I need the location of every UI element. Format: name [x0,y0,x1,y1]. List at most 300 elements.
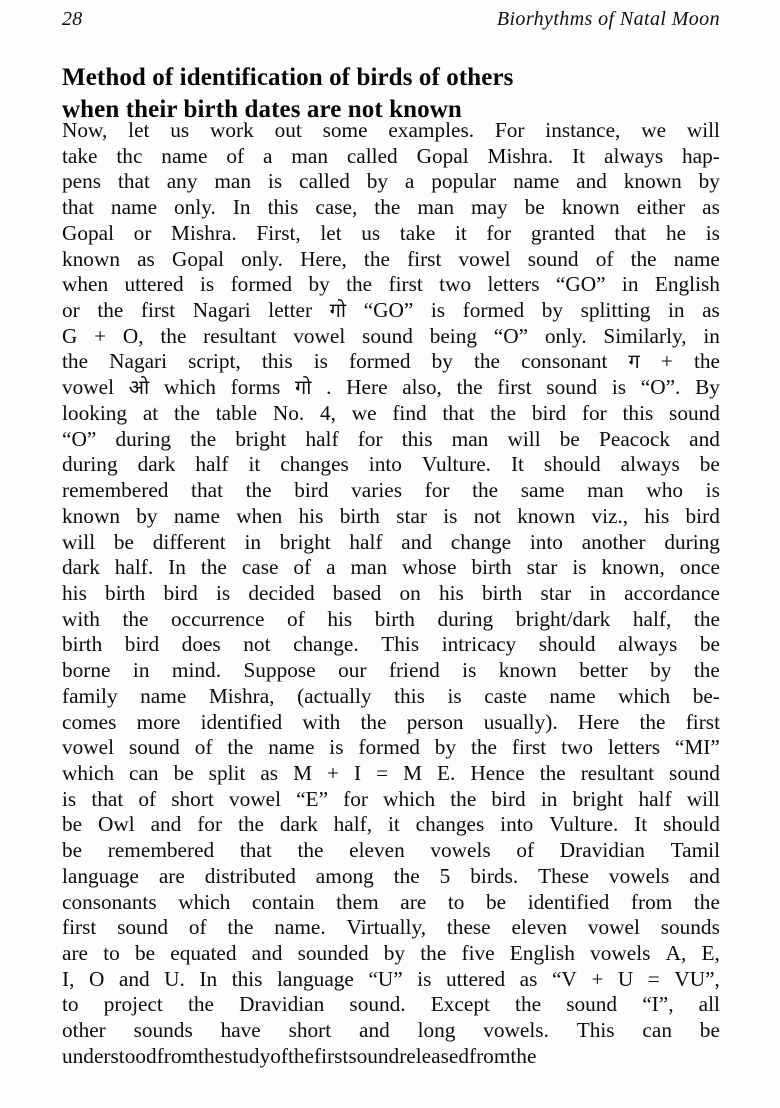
word: by [698,169,720,194]
word: viz., [591,503,629,528]
word: “I”, [642,992,674,1017]
word: “E” [296,786,329,811]
word: star [396,503,427,528]
word: any [166,169,198,194]
word: known [62,246,120,271]
word: thc [116,143,143,168]
word: our [338,658,367,683]
word: In [199,966,218,991]
word: is [329,735,344,760]
word: bright/dark [515,606,611,631]
word: called [346,143,398,168]
word: . [326,375,332,400]
word: birth [374,606,415,631]
word: find [392,400,427,425]
word: the [346,272,373,297]
word: which [62,760,115,785]
word: always [604,143,664,168]
word: First, [256,220,301,245]
body-line [62,401,720,427]
word: the [693,349,720,374]
body-line [62,298,720,324]
word: distributed [204,863,296,888]
word: two [439,272,472,297]
page-number: 28 [62,8,83,30]
word: the [472,478,499,503]
word: may [470,195,508,220]
word: first [140,298,176,323]
word: sound [566,992,618,1017]
word: “GO” [555,272,606,297]
word: name [268,735,315,760]
word: as [519,966,538,991]
word: remembered [62,478,169,503]
word: first [511,735,547,760]
word: case, [315,195,358,220]
word: case [241,555,279,580]
word: other [62,1018,106,1043]
word: sound [527,246,579,271]
word: 5 [439,863,451,888]
word: short [288,1018,332,1043]
body-line [62,478,720,504]
word: who [646,478,684,503]
body-line [62,169,720,195]
word: known, [601,555,665,580]
word: Suppose [243,658,316,683]
devanagari-glyph: गो [295,375,312,400]
word: Mishra. [487,143,554,168]
word: long [417,1018,456,1043]
word: These [538,863,589,888]
word: of [194,735,213,760]
word: to [62,992,79,1017]
word: the [515,992,542,1017]
word: M [293,760,313,785]
word: it [454,220,467,245]
word: bird [491,786,526,811]
word: another [581,529,646,554]
word: first [388,272,423,297]
word: the [122,606,149,631]
word: will [507,426,541,451]
word: the [456,375,483,400]
word: formed [349,349,411,374]
word: and [401,529,433,554]
body-line [62,118,720,144]
word: This [381,632,420,657]
word: This [576,1018,615,1043]
word: English [654,272,720,297]
word: It [510,452,524,477]
word: known [623,169,682,194]
word: = [376,760,389,785]
word: when [62,272,109,297]
devanagari-glyph: गो [329,298,347,323]
word: the [160,323,187,348]
word: his [298,503,324,528]
word: not [473,503,501,528]
word: man [214,169,252,194]
word: identified [527,889,610,914]
word: by [366,169,389,194]
body-line [62,144,720,170]
devanagari-glyph: ओ [128,375,150,400]
word: vowel [228,786,281,811]
word: borne [62,658,111,683]
word: the [173,400,200,425]
word: Nagari [192,298,251,323]
word: vowels [590,941,651,965]
word: vowel [587,915,640,940]
word: does [181,632,221,657]
word: eleven [349,838,405,863]
word: Virtually, [346,915,427,940]
word: for [486,220,512,245]
word: of [287,606,305,631]
word: eleven [511,915,568,940]
word: into [500,812,534,837]
word: Nagari [109,349,168,374]
word: a [262,143,273,168]
word: and [251,941,283,965]
body-line [62,658,720,684]
word: first [497,375,532,400]
word: I [354,760,362,785]
word: Similarly, [603,323,687,348]
word: language [277,966,354,991]
word: based [332,580,382,605]
word: Dravidian [239,992,325,1017]
word: be [62,812,83,837]
word: popular [431,169,497,194]
word: the [187,992,214,1017]
word: letter [268,298,313,323]
word: the [510,1043,537,1068]
word: during [62,452,118,477]
word: or [133,220,152,245]
word: is [572,555,587,580]
word: splitting [580,298,651,323]
word: remembered [107,838,215,863]
word: the [393,863,420,888]
word: the [198,1043,225,1068]
word: which [618,683,671,708]
word: vowel [458,246,511,271]
word: U [617,966,634,991]
word: that [191,478,223,503]
word: on [399,580,421,605]
word: it [248,452,261,477]
word: birth [105,580,146,605]
word: which [178,889,231,914]
word: sound [117,915,169,940]
word: have [220,1018,261,1043]
word: is [705,478,720,503]
word: of [516,838,535,863]
word: or [62,298,80,323]
body-line [62,1044,720,1070]
word: identified [200,709,283,734]
word: during [115,426,172,451]
body-line [62,735,720,761]
section-heading-line: Method of identification of birds of others [62,63,514,91]
body-line [62,375,720,401]
body-text [62,118,720,1070]
word: as [702,298,720,323]
word: name [673,246,720,271]
word: birth [62,632,103,657]
word: decided [248,580,315,605]
word: only. [544,323,587,348]
word: are [400,889,427,914]
word: we [641,118,667,142]
word: is [443,503,458,528]
word: be [559,426,580,451]
word: birth [482,580,523,605]
word: “O” [62,426,97,451]
word: dark [62,555,100,580]
word: his [327,606,353,631]
word: as [702,195,720,220]
word: sound [348,1043,400,1068]
word: name. [274,915,326,940]
word: A, [665,941,687,965]
word: it [387,812,400,837]
word: to [447,889,465,914]
word: take [399,220,436,245]
word: bird [685,503,720,528]
word: first [407,246,442,271]
body-line [62,504,720,530]
word: is [200,272,215,297]
word: that [614,220,647,245]
word: by [308,272,330,297]
word: the [245,478,272,503]
word: and [150,812,182,837]
word: star [540,580,572,605]
word: changes [280,452,349,477]
word: sound. [349,992,406,1017]
word: resultant [580,760,655,785]
word: vowels [608,863,670,888]
word: at [142,400,159,425]
word: that [117,169,150,194]
word: the [630,246,657,271]
word: bright [279,529,331,554]
word: is [705,220,720,245]
section-heading [62,62,722,126]
word: name [513,169,560,194]
word: the [237,812,264,837]
word: 4, [319,400,336,425]
word: the [539,760,566,785]
section-heading-line: when their birth dates are not known [62,95,462,123]
word: name [110,195,158,220]
word: first [314,1043,349,1068]
word: sounded [297,941,369,965]
word: the [360,709,387,734]
word: same [520,478,565,503]
word: five [461,941,495,965]
word: among [315,863,374,888]
word: the [473,349,500,374]
word: change [450,529,512,554]
word: of [270,1043,288,1068]
word: not [243,632,271,657]
word: understood [62,1043,157,1068]
word: his [644,503,670,528]
word: either [636,195,686,220]
body-line [62,221,720,247]
word: these [446,915,491,940]
word: consonants [62,889,157,914]
word: the [639,709,666,734]
word: this [231,966,263,991]
word: man [451,426,489,451]
word: the [200,555,227,580]
word: E. [437,760,456,785]
word: in [244,529,262,554]
word: the [227,735,254,760]
word: hap- [682,143,720,168]
word: “O”. [640,375,681,400]
body-line [62,427,720,453]
word: once [679,555,720,580]
word: being [429,323,478,348]
word: known [498,658,557,683]
word: Vulture. [421,452,491,477]
word: sound [546,375,598,400]
word: bright [572,786,624,811]
word: Vulture. [549,812,619,837]
body-line [62,838,720,864]
word: is [447,683,462,708]
word: Except [430,992,490,1017]
body-line [62,195,720,221]
word: friend [388,658,440,683]
word: uttered [445,966,506,991]
word: of [138,786,157,811]
word: of [595,246,614,271]
word: be [486,889,507,914]
word: different [152,529,226,554]
word: usually). [483,709,558,734]
word: be [113,529,134,554]
body-line [62,1018,720,1044]
word: “U” [368,966,403,991]
word: name [140,683,187,708]
word: of [226,143,245,168]
word: birds. [470,863,519,888]
word: the [297,838,324,863]
word: known [517,503,576,528]
word: be [62,838,83,863]
word: granted [530,220,595,245]
word: Now, [62,118,108,142]
word: E, [701,941,720,965]
body-line [62,632,720,658]
word: always [618,632,678,657]
word: that [62,195,94,220]
word: Here [346,375,388,400]
word: and [689,426,720,451]
word: the [227,915,254,940]
word: a [404,169,415,194]
word: script, [188,349,241,374]
word: in [132,658,150,683]
word: into [529,529,563,554]
word: in [589,580,606,605]
word: It [634,812,648,837]
word: be- [692,683,720,708]
word: out [274,118,302,142]
word: released [399,1043,469,1068]
word: that [91,786,124,811]
word: Gopal [62,220,115,245]
word: man [417,195,454,220]
body-line [62,915,720,941]
word: I, [62,966,75,991]
word: contain [251,889,315,914]
word: all [698,992,720,1017]
word: No. [272,400,305,425]
word: the [190,426,217,451]
word: name [549,683,596,708]
word: caste [484,683,527,708]
word: bird [531,400,567,425]
word: his [438,580,464,605]
word: = [647,966,660,991]
word: from [630,889,673,914]
word: when [236,503,283,528]
word: in [703,323,720,348]
word: It [572,143,586,168]
word: forms [230,375,281,400]
word: as [137,246,155,271]
word: from [468,1043,511,1068]
word: is [313,349,328,374]
word: for [357,426,383,451]
body-line [62,967,720,993]
word: bird [124,632,160,657]
word: uttered [124,272,184,297]
word: during [437,606,494,631]
word: vowel [62,375,115,400]
word: + [94,323,107,348]
word: “O” [493,323,529,348]
word: star [526,555,558,580]
word: bird [163,580,198,605]
word: family [62,683,118,708]
word: this [394,683,425,708]
word: short [171,786,214,811]
word: take [62,143,98,168]
body-line [62,761,720,787]
word: also, [402,375,442,400]
word: Dravidian [559,838,645,863]
word: into [368,452,402,477]
word: only. [174,195,216,220]
word: mind. [171,658,222,683]
word: split [208,760,246,785]
word: with [302,709,341,734]
word: for [197,812,223,837]
word: of [293,555,312,580]
word: equated [170,941,237,965]
word: bright [235,426,287,451]
word: some [322,118,368,142]
